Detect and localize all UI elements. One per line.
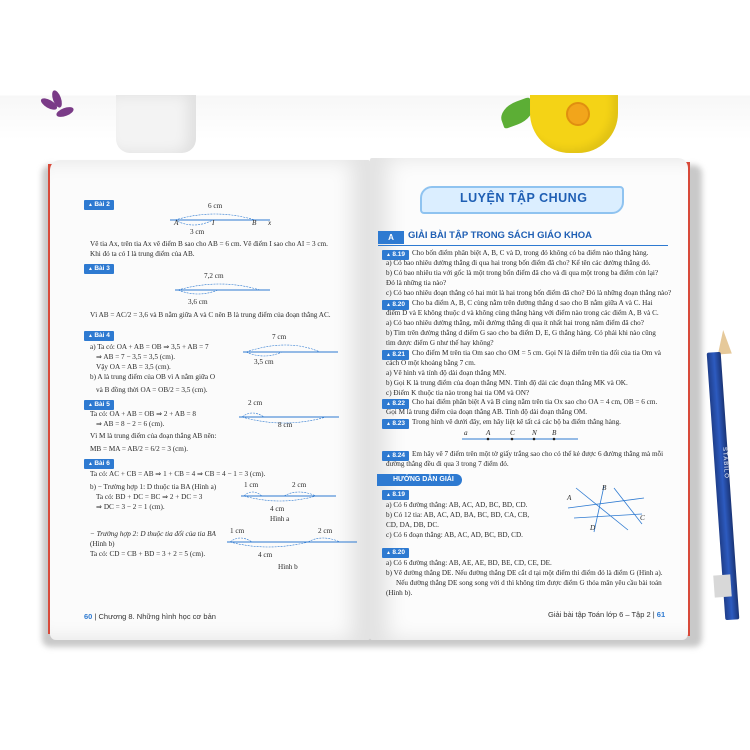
ex2-fig-point-a: A: [174, 219, 179, 227]
s820-text-line: a) Có 6 đường thẳng: AB, AE, AE, BD, BE, CD, CE, DE.: [386, 559, 552, 567]
section-a-icon: A: [378, 231, 404, 244]
ex6-text-line: (Hình b): [90, 540, 115, 548]
ex5-text-line: ⇒ AB = 8 − 2 = 6 (cm).: [96, 420, 165, 428]
s819-text-line: c) Có 6 đoạn thẳng: AB, AC, AD, BC, BD, CD.: [386, 531, 523, 539]
p823-fig-point-n: N: [532, 429, 537, 437]
ex5-text-line: Vì M là trung điểm của đoạn thẳng AB nên:: [90, 432, 217, 440]
left-footer-separator: |: [94, 612, 99, 621]
p823-fig-line-a: a: [464, 429, 468, 437]
p820-text-line: tìm được điểm G như thế hay không?: [386, 339, 494, 347]
pineapple-knob: [566, 102, 590, 126]
solution-8-20-badge: ▲ 8.20: [382, 548, 409, 558]
ex4-text-line: và B đồng thời OA = OB/2 = 3,5 (cm).: [96, 386, 208, 394]
exercise-5-badge: ▲ Bài 5: [84, 400, 114, 410]
solution-guide-header: HƯỚNG DẪN GIẢI: [377, 474, 462, 486]
problem-8-20-badge: ▲ 8.20: [382, 300, 409, 310]
ex5-fig-top-label: 2 cm: [248, 399, 263, 407]
ex6-fig1-top2-label: 2 cm: [292, 481, 307, 489]
p820-text-line: b) Tìm trên đường thẳng d điểm G sao cho ba điểm D, E, G thẳng hàng. Có phải khi nào cũng: [386, 329, 656, 337]
s819-text-line: CD, DA, DB, DC.: [386, 521, 439, 529]
p819-text-line: Đó là những tia nào?: [386, 279, 447, 287]
p824-text-line: đường thẳng đều đi qua 3 trong 7 điểm đó.: [386, 460, 509, 468]
ex4-fig-top-label: 7 cm: [272, 333, 287, 341]
p819-text-line: b) Có bao nhiêu tia với gốc là một trong bốn điểm đã cho và đi qua một trong ba điểm còn lại?: [386, 269, 659, 277]
exercise-4-badge: ▲ Bài 4: [84, 331, 114, 341]
ex6-fig2-caption: Hình b: [278, 563, 298, 571]
p821-text-line: a) Vẽ hình và tính độ dài đoạn thẳng MN.: [386, 369, 507, 377]
p823-text-line: Trong hình vẽ dưới đây, em hãy liệt kê tất cả các bộ ba điểm thẳng hàng.: [412, 418, 621, 426]
problem-8-21-badge: ▲ 8.21: [382, 350, 409, 360]
problem-8-24-badge: ▲ 8.24: [382, 451, 409, 461]
ex6-fig2-top1-label: 1 cm: [230, 527, 245, 535]
problem-8-23-badge: ▲ 8.23: [382, 419, 409, 429]
ex5-text-line: Ta có: OA + AB = OB ⇒ 2 + AB = 8: [90, 410, 196, 418]
s820-text-line: b) Vẽ đường thẳng DE. Nếu đường thẳng DE cắt d tại một điểm thì điểm đó là điểm G (Hình a).: [386, 569, 663, 577]
ex2-text-line: Khi đó ta có I là trung điểm của AB.: [90, 250, 195, 258]
right-footer-title: Giải bài tập Toán lớp 6 – Tập 2: [548, 610, 651, 619]
p821-text-line: b) Gọi K là trung điểm của đoạn thẳng MN. Tính độ dài các đoạn thẳng MK và OK.: [386, 379, 628, 387]
ex2-fig-bottom-label: 3 cm: [190, 228, 205, 236]
ex6-text-line: Ta có: CD = CB + BD = 3 + 2 = 5 (cm).: [90, 550, 206, 558]
p819-text-line: Cho bốn điểm phân biệt A, B, C và D, trong đó không có ba điểm nào thẳng hàng.: [412, 249, 649, 257]
ex3-fig-bottom-label: 3,6 cm: [188, 298, 208, 306]
p821-text-line: c) Điểm K thuộc tia nào trong hai tia OM và ON?: [386, 389, 530, 397]
ex5-fig-bottom-label: 8 cm: [278, 421, 293, 429]
p820-text-line: Cho ba điểm A, B, C cùng nằm trên đường thẳng d sao cho B nằm giữa A và C. Hai: [412, 299, 653, 307]
left-footer: [84, 612, 216, 621]
ex6-text-line: b) − Trường hợp 1: D thuộc tia BA (Hình a): [90, 483, 217, 491]
p820-text-line: điểm D và E không thuộc d và không cùng thẳng hàng với điểm nào trong các điểm A, B và C.: [386, 309, 659, 317]
p822-text-line: Gọi M là trung điểm của đoạn thẳng AB. Tính độ dài đoạn thẳng OM.: [386, 408, 588, 416]
s819-fig-point-b: B: [602, 484, 607, 492]
ex4-text-line: Vậy OA = AB = 3,5 (cm).: [96, 363, 171, 371]
problem-8-22-badge: ▲ 8.22: [382, 399, 409, 409]
pencil-brand-label: STABILO: [720, 446, 730, 480]
s819-fig-point-c: C: [640, 514, 645, 522]
exercise-3-badge: ▲ Bài 3: [84, 264, 114, 274]
left-chapter-title: Chương 8. Những hình học cơ bản: [98, 612, 216, 621]
ex4-text-line: a) Ta có: OA + AB = OB ⇒ 3,5 + AB = 7: [90, 343, 209, 351]
solution-8-19-badge: ▲ 8.19: [382, 490, 409, 500]
s819-text-line: b) Có 12 tia: AB, AC, AD, BA, BC, BD, CA, CB,: [386, 511, 530, 519]
p823-fig-point-a: A: [486, 429, 491, 437]
ex2-text-line: Vẽ tia Ax, trên tia Ax vẽ điểm B sao cho AB = 6 cm. Vẽ điểm I sao cho AI = 3 cm.: [90, 240, 328, 248]
ex6-fig2-bottom-label: 4 cm: [258, 551, 273, 559]
ex3-fig-top-label: 7,2 cm: [204, 272, 224, 280]
ex2-fig-top-label: 6 cm: [208, 202, 223, 210]
ex6-text-line: − Trường hợp 2: D thuộc tia đối của tia BA: [90, 530, 216, 538]
ex3-text-line: Vì AB = AC/2 = 3,6 và B nằm giữa A và C nên B là trung điểm của đoạn thẳng AC.: [90, 311, 331, 319]
problem-8-23-figure: [460, 432, 580, 446]
plant-pot-photo: [116, 95, 196, 153]
s819-text-line: a) Có 6 đường thẳng: AB, AC, AD, BC, BD, CD.: [386, 501, 528, 509]
ex6-fig1-top1-label: 1 cm: [244, 481, 259, 489]
problem-8-19-badge: ▲ 8.19: [382, 250, 409, 260]
s819-fig-point-d: D: [590, 524, 596, 532]
p819-text-line: c) Có bao nhiêu đoạn thẳng có hai mút là hai trong bốn điểm đã cho? Đó là những đoạn thẳng nào?: [386, 289, 672, 297]
ex6-text-line: Ta có: AC + CB = AB ⇒ 1 + CB = 4 ⇒ CB = 4 − 1 = 3 (cm).: [90, 470, 266, 478]
ex6-text-line: ⇒ DC = 3 − 2 = 1 (cm).: [96, 503, 165, 511]
p823-fig-point-b: B: [552, 429, 557, 437]
ex4-fig-bottom-label: 3,5 cm: [254, 358, 274, 366]
ex5-text-line: MB = MA = AB/2 = 6/2 = 3 (cm).: [90, 445, 189, 453]
p823-fig-point-c: C: [510, 429, 515, 437]
p821-text-line: cách O một khoảng bằng 7 cm.: [386, 359, 476, 367]
section-title: GIẢI BÀI TẬP TRONG SÁCH GIÁO KHOA: [408, 230, 593, 241]
p819-text-line: a) Có bao nhiêu đường thẳng đi qua hai trong bốn điểm đã cho? Kể tên các đường thẳng đó.: [386, 259, 651, 267]
ex2-fig-point-i: I: [212, 219, 215, 227]
p821-text-line: Cho điểm M trên tia Om sao cho OM = 5 cm. Gọi N là điểm trên tia đối của tia Om và: [412, 349, 661, 357]
p824-text-line: Em hãy vẽ 7 điểm trên một tờ giấy trắng sao cho có thể kẻ được 6 đường thẳng mà mỗi: [412, 450, 664, 458]
pencil-tip: [716, 330, 732, 355]
ex6-fig1-bottom-label: 4 cm: [270, 505, 285, 513]
ex2-fig-point-x: x: [268, 219, 272, 227]
s819-fig-point-a: A: [567, 494, 572, 502]
left-page-number: 60: [84, 612, 93, 621]
ex4-text-line: b) A là trung điểm của OB vì A nằm giữa O: [90, 373, 216, 381]
p820-text-line: a) Có bao nhiêu đường thẳng, mỗi đường thẳng đi qua ít nhất hai trong năm điểm đã cho?: [386, 319, 644, 327]
p822-text-line: Cho hai điểm phân biệt A và B cùng nằm trên tia Ox sao cho OA = 4 cm, OB = 6 cm.: [412, 398, 658, 406]
ex2-fig-point-b: B: [252, 219, 257, 227]
exercise-2-badge: ▲ Bài 2: [84, 200, 114, 210]
banner-title: LUYỆN TẬP CHUNG: [460, 191, 588, 205]
s820-text-line: (Hình b).: [386, 589, 413, 597]
pencil-band: [713, 574, 731, 597]
ex6-fig1-caption: Hình a: [270, 515, 290, 523]
ex4-text-line: ⇒ AB = 7 − 3,5 = 3,5 (cm).: [96, 353, 176, 361]
right-page-number: 61: [656, 610, 666, 619]
right-footer: [548, 610, 665, 619]
s820-text-line: Nếu đường thẳng DE song song với d thì không tìm được điểm G thỏa mãn yêu cầu bài toán: [396, 579, 662, 587]
exercise-6-badge: ▲ Bài 6: [84, 459, 114, 469]
right-footer-separator: |: [652, 610, 657, 619]
ex6-fig2-top2-label: 2 cm: [318, 527, 333, 535]
exercise-3-figure: [170, 276, 280, 304]
ex6-text-line: Ta có: BD + DC = BC ⇒ 2 + DC = 3: [96, 493, 203, 501]
